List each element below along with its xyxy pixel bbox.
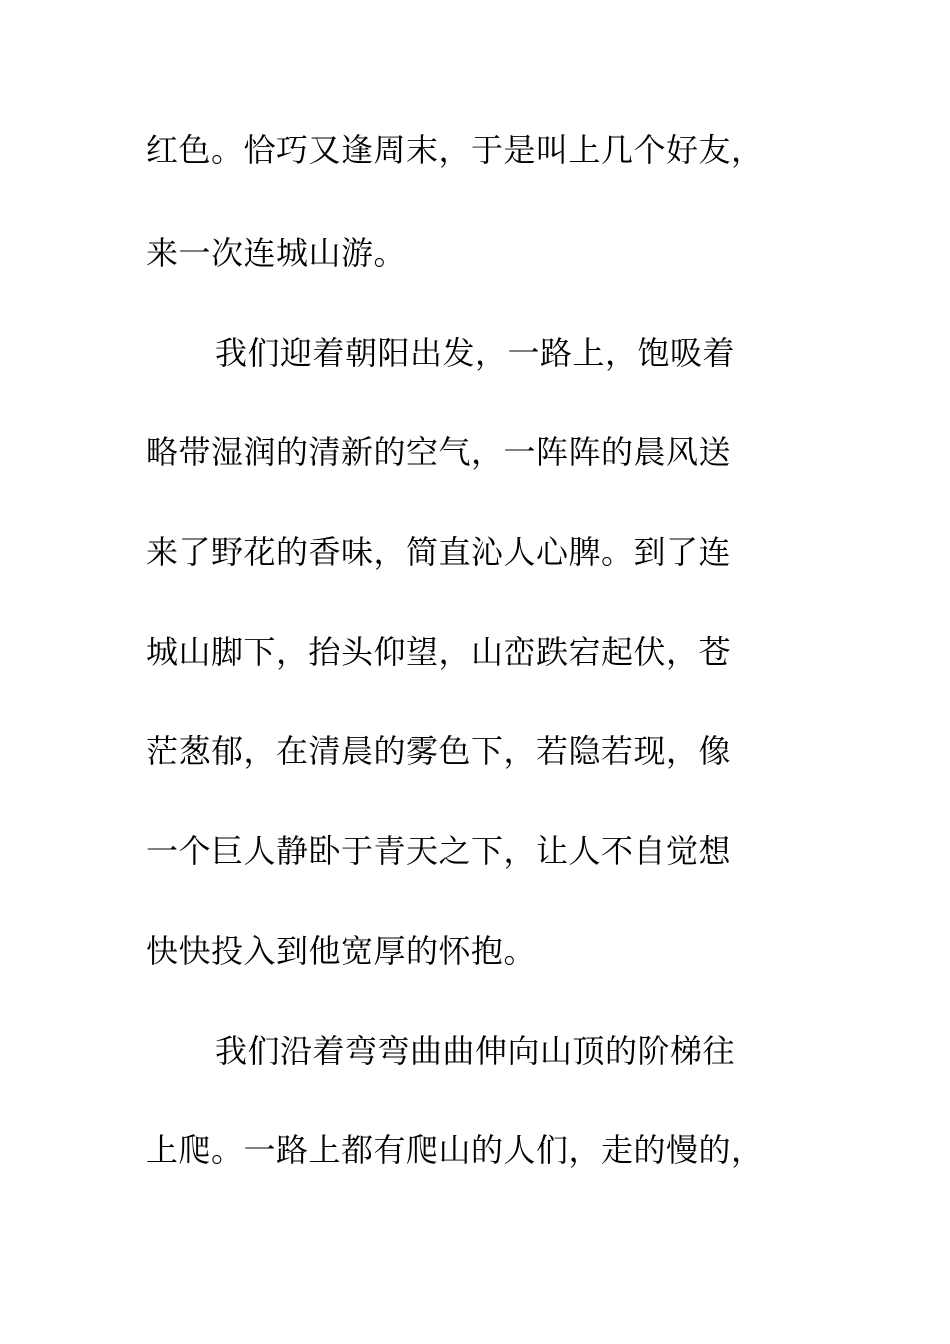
- paragraph-2-line-1: 我们迎着朝阳出发，一路上，饱吸着: [215, 334, 736, 372]
- paragraph-3-line-1: 我们沿着弯弯曲曲伸向山顶的阶梯往: [215, 1032, 736, 1070]
- paragraph-2-line-4: 城山脚下，抬头仰望，山峦跌宕起伏，苍: [146, 633, 732, 671]
- paragraph-2-line-7: 快快投入到他宽厚的怀抱。: [146, 932, 537, 970]
- paragraph-2-line-3: 来了野花的香味，简直沁人心脾。到了连: [146, 533, 732, 571]
- text-line-1: 红色。恰巧又逢周末，于是叫上几个好友，: [146, 131, 764, 169]
- paragraph-2-line-5: 茫葱郁，在清晨的雾色下，若隐若现，像: [146, 732, 732, 770]
- paragraph-2-line-6: 一个巨人静卧于青天之下，让人不自觉想: [146, 832, 732, 870]
- paragraph-2-line-2: 略带湿润的清新的空气，一阵阵的晨风送: [146, 433, 732, 471]
- text-line-2: 来一次连城山游。: [146, 234, 407, 272]
- paragraph-3-line-2: 上爬。一路上都有爬山的人们，走的慢的，: [146, 1131, 764, 1169]
